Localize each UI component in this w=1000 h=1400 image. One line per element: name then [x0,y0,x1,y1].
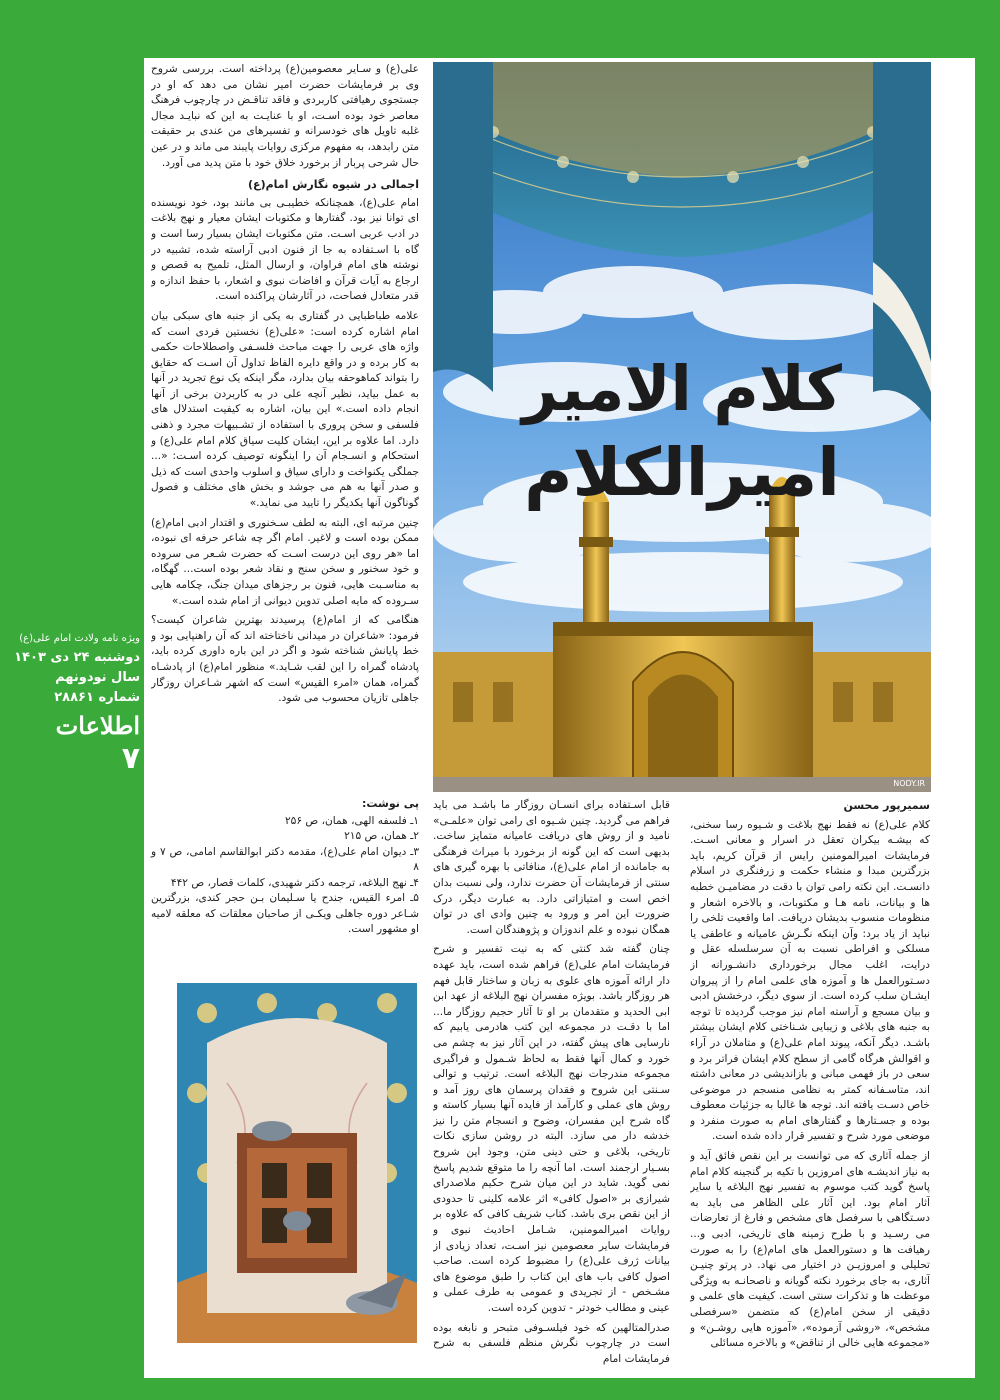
middle-text-column [433,798,670,1370]
article-paragraph: صدرالمتالهین که خود فیلسـوفی متبحر و نابغه بوده است در چارچوب نگرش منظم فلسفی به شرح فرمایشات امام [433,1321,670,1365]
left-text-column [151,62,419,792]
hero-title-line1: کلام الامیر [522,352,842,425]
green-top-border [0,0,1000,58]
article-paragraph: چنان گفته شد کنتی که به نیت تفسیر و شرح فرمایشات امام علی(ع) فراهم شده است، باید عهده دار ارائه آموزه های علوی به زبان و ساختار قابل فهم هر روزگار باشد. بویژه مفسران نهج البلاغه از عهد ابن ابی الحدید و متقدمان بر او تا آثار حجیم روزگار ما... اما با دقـت در مجموعه این کتب هادرمی یابیم که نارسایی های پیش گفته، در این آثار نیز به چشم می خورد و کمال آنها فقط به لحاظ شـمول و فراگیری مجموعه مندرجات نهج البلاغه است. ترتیب و توالی سـنتی این شروح و فقدان پرسمان های روز آمد و روش های عملی و کارآمد از فایده آنها بسیار کاسته و گاه شرح این مفسران، وضوح و انسجام متن را نیز خدشه دار می سازد. البته در روشن سازی نکات تاریخی، بلاغی و حتی دینی متن، وجود این شروح بسـیار ارجمند است. اما آنچه را ما متوقع شدیم پاسخ نمی گوید. شاید در این میان شرح حکیم ملاصدرای شیرازی بر «اصول کافی» اثر علامه کلینی تا حدودی از این نقص بری باشد. کتاب شریف کافی که علاوه بر روایات امیرالمومنین، شـامل احادیث نبوی و فرمایشات سایر معصومین نیز اسـت، تعداد زیادی از بیانات ژرف علی(ع) را مضبوط کرده است. صاحب اصول کافی باب های این کتاب را طبق موضوع های مشـخص - از تجریدی و عمومی به طرف عملی و عینی و مطالب خودتر - تدوین کرده است. [433,943,670,1314]
section-subheading: اجمالی در شیوه نگارش امام(ع) [248,178,419,192]
article-paragraph: کلام علی(ع) نه فقط نهج بلاغت و شـیوه رسا سخنی، که بیشـه بیکران تعقل در اسرار و معانی اسـت. فرمایشات امیرالمومنین رایس از قرآن کریم، باید بزرگترین مبدا و منشاء حکمت و زرفنگری در اسلام دانسـت. این نکته رامی توان با دقت در مضامیـن خطبه ها و بیانات، نامه هـا و مکتوبات، و بالاخره اشعار و منظومات منسوب بدیشان دریافت. اما واقعیت تلخی را نباید از یاد برد: وآن اینکه نگـرش عامیانه و عاطفی یا مسلکی و افراطی نسبت به آن سرسلسله عقل و درایت، اغلب مجال برخورداری دانشـورانه از دسـتورالعمل ها و آموزه های علمی امام را از پیروان ایشـان سلب کرده است. از سوی دیگر، درخشش ادبی و بیان مسجع و آراسته امام نیز موجب گردیده تا توجه به جنبه های بلاغی و زیبایی شـناختی کلام ایشان بیشتر باشـد. دیگر آنکه، پیوند امام علی(ع) و متاملان در آراء و اقوالش هرگاه گامی از سطح کلام ایشان فراتر برد و سعی در باز فهمی مبانی و بازاندیشی در معانی داشته اند، متاسـفانه کمتر به نظامی منسجم در موضوعی خاص دسـت یافته اند. توجه ها غالبا به جزئیات معطوف بوده و جسـتارها و گفتارهای امام به صورت منفرد و موضعی مورد شرح و تفسیر قرار داده شده است. [690,818,930,1143]
footnotes-title: پی نوشت: [362,797,419,810]
green-right-border [975,0,1000,1400]
issue-date: دوشنبه ۲۴ دی ۱۴۰۳ [14,650,140,665]
footnotes [151,796,419,938]
birdhouse-illustration [177,983,417,1343]
footnote-item: ۴ـ نهج البلاغه، ترجمه دکتر شهیدی، کلمات قصار، ص ۴۴۲ [170,876,419,889]
article-paragraph: علی(ع) و سـایر معصومین(ع) پرداخته است. بررسی شروح وی بر فرمایشات حضرت امیر نشان می دهد که او در جستجوی رهیافتی کاربردی و فاقد تناقـض در چارچوب فرهنگ معاصر خود بوده اسـت، او با عنایـت به این که نبایـد مجال غلبه تاویل های خودسرانه و تفسیرهای من عندی بر حقیقت متن رابدهد، به مفهوم مرکزی روایات پایبند می ماند و در عین حال شرحی پربار از برخورد خلاق خود با متن پدید می آورد. [151,63,419,169]
footnote-item: ۱ـ فلسفه الهی، همان، ص ۲۵۶ [284,814,419,827]
article-paragraph: هنگامی که از امام(ع) پرسیدند بهترین شاعران کیست؟ فرمود: «شاعران در میدانی ناختاخته اند که آن راهنپایی بود و خط پایانش شناخته شود و اگر در این باره داوری کرده باید، پادشاه گمراه را این لقب شـاید.» منظور امام(ع) از پادشـاه گمراه، همان «امرء القیس» است که اشهر شـاعران روزگار جاهلی تازیان محسوب می شود. [151,614,419,705]
masthead [8,630,140,776]
volume-year: سال نودونهم [55,670,140,685]
footnote-item: ۲ـ همان، ص ۲۱۵ [344,830,419,842]
page-number: ۷ [121,741,140,776]
hero-shrine-image [433,62,931,792]
hero-title-line2: امیرالکلام [524,434,840,511]
article-paragraph: امام علی(ع)، همچنانکه خطیبـی بی مانند بود، خود نویسنده ای توانا نیز بود. گفتارها و مکتوبات ایشان معیار و نهج بلاغت در ادب عربی اسـت. متن مکتوبات ایشان بسیار رسا است و گاه با اسـتفاده به جا از فنون ادبی آراسته شده، تشبیه در نوشته های امام فراوان، و ارسال المثل، تلمیح به قصص و ارجاع به آیات قرآن و افاضات نبوی و اشعار، با حفظ اندازه و قدر متعادل فصاحت، در آثارشان پراکنده است. [151,196,419,303]
photo-credit: NODY.IR [893,779,925,788]
green-bottom-border [0,1378,1000,1400]
newspaper-logo: اطلاعات [55,711,140,740]
article-paragraph: علامه طباطبایی در گفتاری به یکی از جنبه های سبکی بیان امام اشاره کرده است: «علی(ع) نخستین فردی است که واژه های عربی را جهت مباحث فلسـفی واصطلاحات حکمی به کار برده و در واقع دایره الفاظ تداول آن اسـت که حقایق را بتواند کماهوحقه بیان بدارد، مگر اینکه یک نوع تجرید در آنها به عمل بیاید، نظیر آنچه علی در به کاربردن برخی از آنها انجام داده است.» این بیان، اشاره به کیفیت استدلال های فلسفی و سخن پروری با استفاده از تشـبیهات مجرد و ذهنی دارد. اما علاوه بر این، ایشان کلیت سیاق کلام امام علی(ع) و استحکام و انسـجام آن را اینگونه توصیف کرده اسـت: «... جملگی یکنواخت و دارای سیاق و اسلوب واحدی است که ذیل و صدر آنها به هم می جوشد و بخش های مختلف و فصول گوناگون آنها یکدیگر را تایید می نماید.» [151,309,419,510]
shrine-illustration [433,62,931,792]
article-paragraph: قابل اسـتفاده برای انسـان روزگار ما باشـد می باید فراهم می گردید. چنین شـیوه ای رامی توان «علمـی» نامید و از روش های دریافت عامیانه متمایز ساخت. بدیهی است که این گونه از برخورد با میراث فرهنگی به جامانده از امام علی(ع)، منافاتی با بهره گیری های سنتی از فرمایشات آن حضرت ندارد، ولی نسبت بدان اخص است و امتیازاتی دارد. به عبارت دیگر، درک ضرورت این امر و ورود به چنین وادی ای در توان همگان نبوده و علم اندوزان و پژوهندگان است. [433,799,670,936]
right-text-column [690,798,930,1370]
footnote-item: ۵ـ امرء القیس، جندح یا سـلیمان بـن حجر کندی، بزرگترین شـاعر دوره جاهلی ویکـی از صاحبان معلقات که معلقه لامیه او مشهور است. [151,892,419,935]
edition-label: ویژه نامه ولادت امام علی(ع) [19,633,140,644]
article-paragraph: چنین مرتبه ای، البته به لطف سـخنوری و اقتدار ادبی امام(ع) ممکن بوده است و لاغیر. امام اگر چه شاعر حرفه ای نبوده، اما «هر روی این درست اسـت که حضرت شـعر می سروده و خود سخنور و سخن سنج و نقاد شعر بوده است... گهگاه، به مناسـبت هایی، فنون بر رجزهای میدان جنگ، چکامه هایی سـروده که مایه اصلی تدوین دیوانی از امام شده است.» [151,516,419,607]
author-byline: سمیرپور محسن [843,799,930,812]
issue-number: شماره ۲۸۸۶۱ [54,690,140,705]
footnote-item: ۳ـ دیوان امام علی(ع)، مقدمه دکتر ابوالقاسم امامی، ص ۷ و ۸ [151,845,420,873]
birdhouse-tile-photo [177,983,417,1343]
article-paragraph: از جمله آثاری که می توانست بر این نقص فائق آید و به نیاز اندیشـه های امروزین با تکیه بر گنجینه کلام امام پاسخ گوید کتب موسوم به تفسیر نهج البلاغه یا سایر آثار امام بود. این آثار علی الظاهر می باید به دسـتگاهی با سرفصل های مشخص و فارغ از تعارضات می رسـید و با طرح زمینه های تاریخی، ادبی و... رهیافت ها و دستورالعمل های امام(ع) را به صورت تحلیلی و امروزیـن در اختیار می نهاد. در پرتو چنیـن آثاری، به جای برخورد نکته گویانه و ناصحانـه به ویژگی موعظت ها و تذکرات سنتی است. کیفیت های علمی و دقیقی از سخن امام(ع) که متضمن «سرفصلی مشخص»، «روشی آزموده»، «آموزه هایی روشـن» و «مجموعه هایی خالی از تناقض» و بالاخره مسائلی [690,1150,930,1350]
